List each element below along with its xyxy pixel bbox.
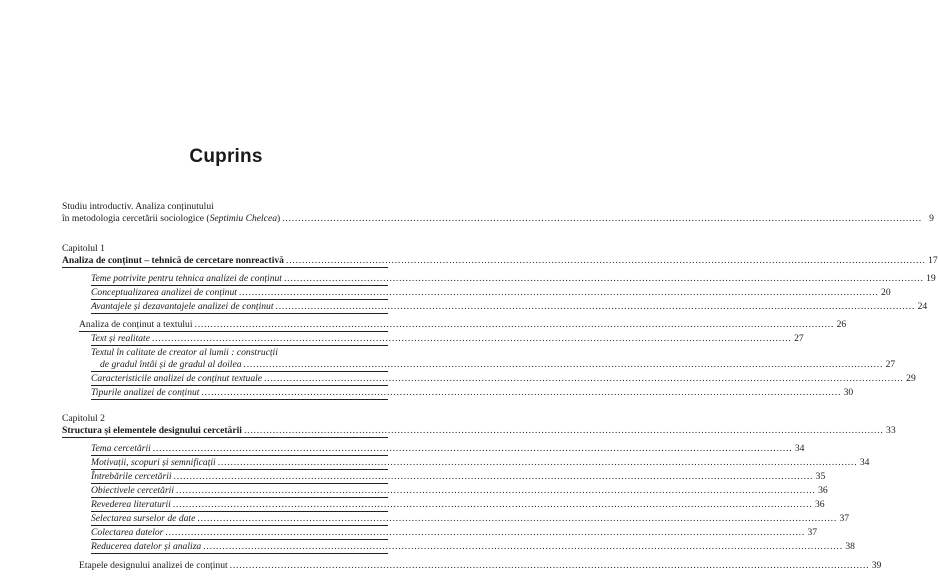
leader-dots: ........................................................................................................................................................................................................ [152,443,793,454]
entry-underline [91,385,388,386]
leader-dots: ........................................................................................................................................................................................................ [243,425,884,436]
page-number: 33 [886,425,896,436]
section-title: Etapele designului analizei de conținut [79,560,228,571]
page-number: 19 [926,273,936,284]
entry-title: Tipurile analizei de conținut [91,387,200,398]
intro-author: Septimiu Chelcea [209,213,277,224]
leader-dots: ........................................................................................................................................................................................................ [275,301,916,312]
page-number: 30 [843,387,854,398]
entry-title: Caracteristicile analizei de conținut textuale [91,373,263,384]
toc-entry-chapter-1[interactable] [62,255,938,267]
entry-underline [91,525,388,526]
entry-title: Conceptualizarea analizei de conținut [91,287,237,298]
entry-underline [91,469,388,470]
page-number: 37 [807,527,818,538]
section-title: Analiza de conținut a textului [79,319,193,330]
entry-underline [91,371,388,372]
page-number: 9 [929,213,934,224]
leader-dots: ........................................................................................................................................................................................................ [238,287,879,298]
chapter-2-label: Capitolul 2 [62,413,105,424]
entry-title-line-1: Textul în calitate de creator al lumii : construcții [91,347,278,358]
page-number: 20 [881,287,891,298]
toc-entry[interactable] [100,359,896,371]
entry-underline [91,497,388,498]
entry-title: Întrebările cercetării [91,471,172,482]
chapter-1-title: Analiza de conținut – tehnică de cercetare nonreactivă [62,255,284,266]
section-underline [79,331,388,332]
page-number: 17 [928,255,938,266]
page-number: 38 [845,541,855,552]
entry-underline [91,313,388,314]
page-number: 24 [917,301,928,312]
toc-entry[interactable] [91,301,928,313]
entry-underline [91,483,388,484]
entry-underline [91,553,388,554]
page-number: 39 [871,560,882,571]
entry-title: Obiectivele cercetării [91,485,175,496]
toc-entry[interactable] [91,457,870,469]
chapter-1-label: Capitolul 1 [62,243,105,254]
toc-entry[interactable] [91,287,891,299]
toc-entry[interactable] [91,333,804,345]
leader-dots: ........................................................................................................................................................................................................ [282,213,922,224]
leader-dots: ........................................................................................................................................................................................................ [283,273,924,284]
entry-title: Colectarea datelor [91,527,164,538]
leader-dots: ........................................................................................................................................................................................................ [172,499,813,510]
toc-entry[interactable] [91,273,936,285]
leader-dots: ........................................................................................................................................................................................................ [151,333,792,344]
toc-entry[interactable] [91,527,818,539]
entry-underline [91,345,388,346]
toc-entry[interactable] [91,499,825,511]
entry-title: Text și realitate [91,333,150,344]
leader-dots: ........................................................................................................................................................................................................ [217,457,858,468]
chapter-1-underline [62,267,388,268]
toc-entry-chapter-2[interactable] [62,425,896,437]
page-number: 29 [906,373,916,384]
page-number: 34 [794,443,805,454]
entry-title-line-2: de gradul întâi și de gradul al doilea [100,359,242,370]
toc-entry-section[interactable] [79,319,847,331]
page-number: 36 [818,485,828,496]
entry-title: Reducerea datelor și analiza [91,541,202,552]
toc-entry[interactable] [91,443,805,455]
page-number: 37 [839,513,850,524]
toc-entry[interactable] [91,387,854,399]
toc-entry-section[interactable] [79,560,882,572]
entry-underline [91,455,388,456]
chapter-2-title: Structura și elementele designului cercetării [62,425,242,436]
entry-underline [91,511,388,512]
intro-line-1: Studiu introductiv. Analiza conținutului [62,201,214,212]
entry-title: Motivații, scopuri și semnificații [91,457,216,468]
leader-dots: ........................................................................................................................................................................................................ [229,560,870,571]
entry-underline [91,285,388,286]
page-number: 34 [859,457,870,468]
toc-entry[interactable] [91,485,828,497]
chapter-2-underline [62,437,388,438]
leader-dots: ........................................................................................................................................................................................................ [201,387,842,398]
entry-underline [91,539,388,540]
toc-entry-intro[interactable] [62,213,934,225]
leader-dots: ........................................................................................................................................................................................................ [176,485,816,496]
page-number: 27 [794,333,804,344]
leader-dots: ........................................................................................................................................................................................................ [203,541,843,552]
leader-dots: ........................................................................................................................................................................................................ [264,373,904,384]
intro-line-2: în metodologia cercetării sociologice (Septimiu Chelcea) [62,213,281,224]
entry-underline [91,299,388,300]
toc-title: Cuprins [189,146,263,167]
leader-dots: ........................................................................................................................................................................................................ [197,513,838,524]
page-number: 35 [815,471,826,482]
toc-entry[interactable] [91,373,916,385]
entry-title: Revederea literaturii [91,499,171,510]
entry-title: Selectarea surselor de date [91,513,196,524]
entry-title: Teme potrivite pentru tehnica analizei de conținut [91,273,282,284]
page-number: 36 [814,499,825,510]
entry-underline [91,399,388,400]
toc-entry[interactable] [91,541,855,553]
leader-dots: ........................................................................................................................................................................................................ [285,255,926,266]
entry-title: Tema cercetării [91,443,151,454]
toc-entry[interactable] [91,513,850,525]
leader-dots: ........................................................................................................................................................................................................ [173,471,814,482]
page-number: 27 [885,359,896,370]
leader-dots: ........................................................................................................................................................................................................ [165,527,806,538]
page-number: 26 [836,319,847,330]
leader-dots: ........................................................................................................................................................................................................ [243,359,884,370]
entry-title: Avantajele și dezavantajele analizei de conținut [91,301,274,312]
leader-dots: ........................................................................................................................................................................................................ [194,319,835,330]
toc-entry[interactable] [91,471,826,483]
